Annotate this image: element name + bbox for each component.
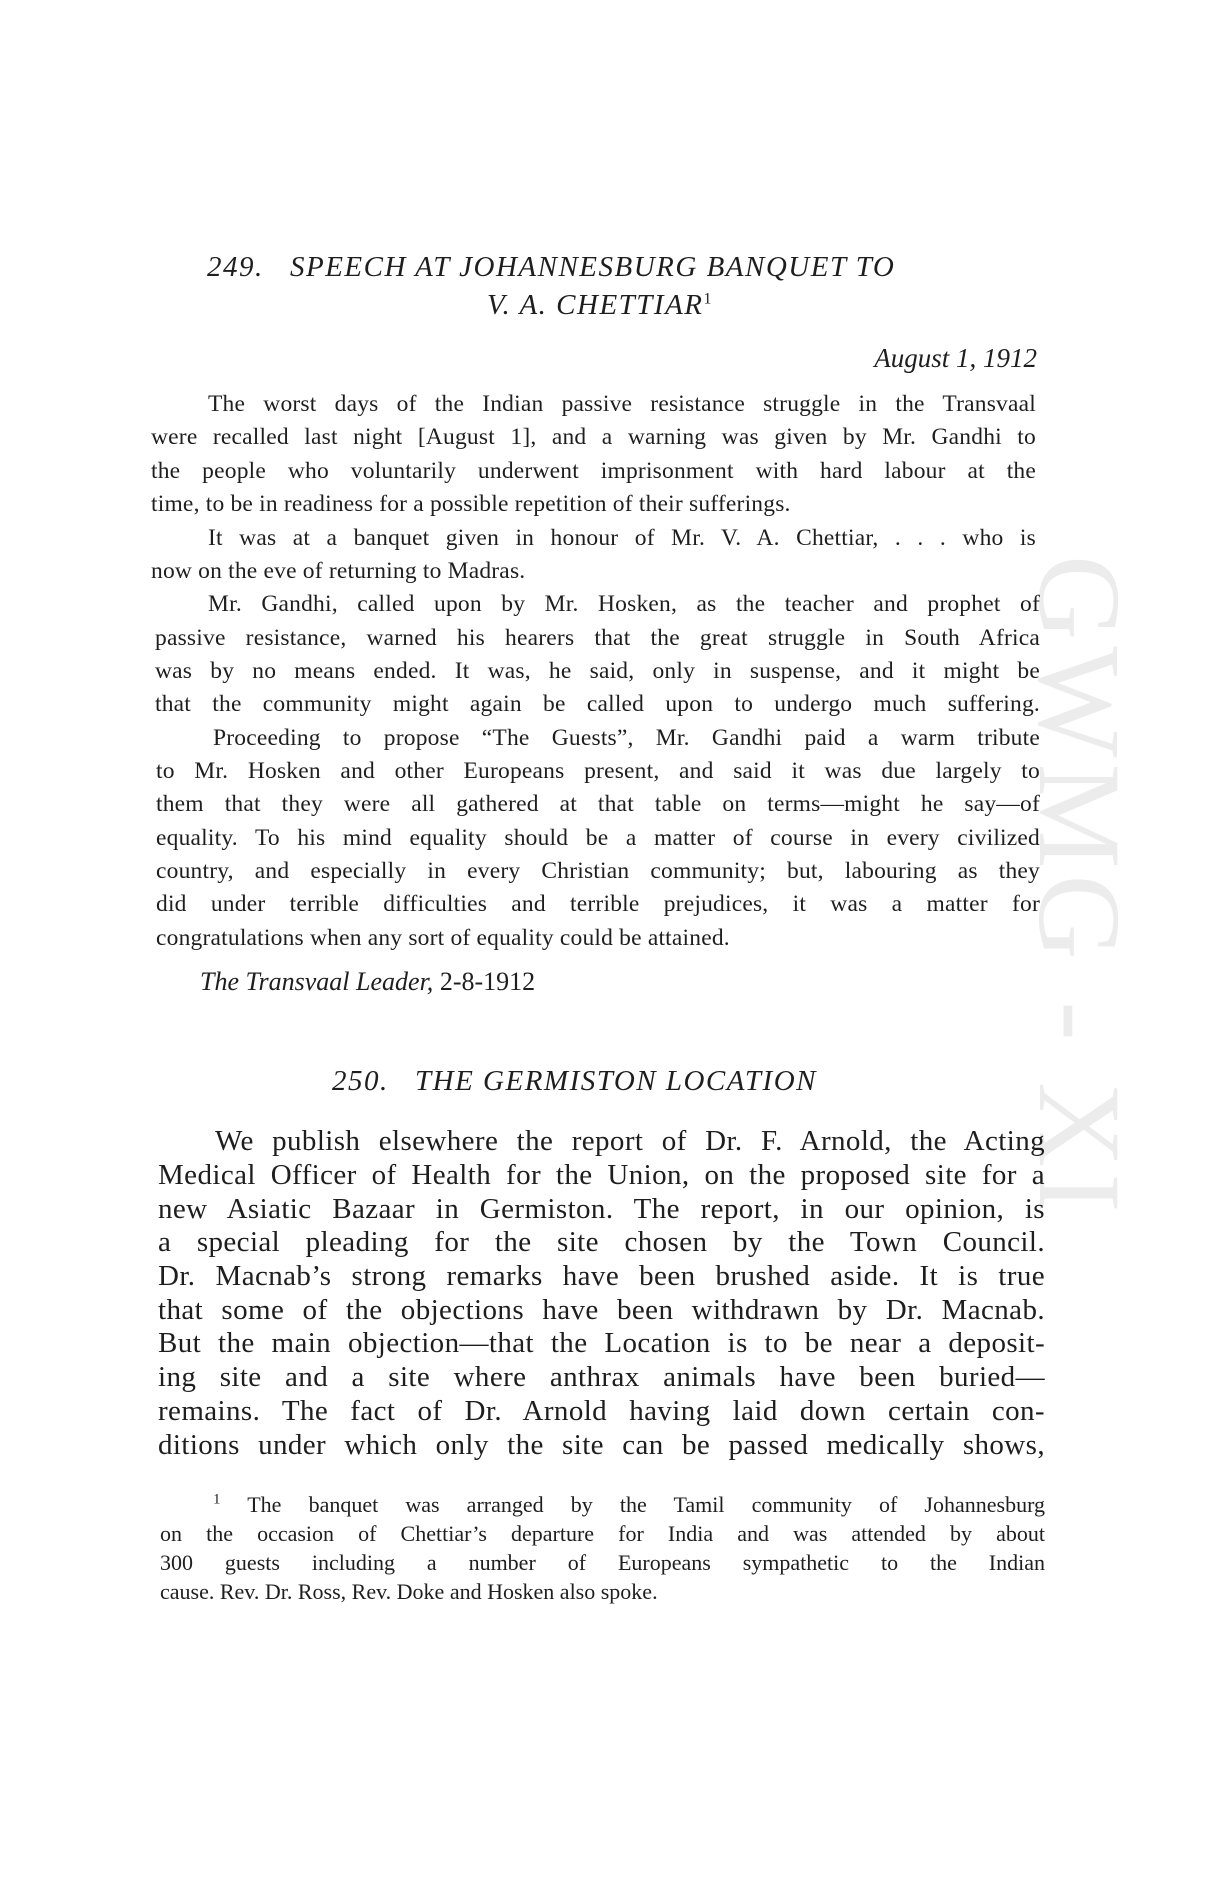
doc249-p4-line: to Mr. Hosken and other Europeans present, and said it was due largely to	[156, 758, 1040, 784]
doc249-number: 249.	[207, 251, 264, 283]
doc249-p4-line: country, and especially in every Christian community; but, labouring as they	[156, 858, 1040, 884]
doc249-p3-line: was by no means ended. It was, he said, only in suspense, and it might be	[155, 658, 1040, 684]
doc249-p4-line: congratulations when any sort of equality could be attained.	[156, 925, 730, 951]
doc249-title-name: V. A. CHETTIAR	[487, 289, 704, 321]
doc249-title: SPEECH AT JOHANNESBURG BANQUET TO	[290, 251, 896, 283]
footnote-line: cause. Rev. Dr. Ross, Rev. Doke and Hosken also spoke.	[160, 1579, 658, 1604]
doc250-line: remains. The fact of Dr. Arnold having laid down certain con-	[158, 1395, 1045, 1427]
doc250-line: new Asiatic Bazaar in Germiston. The report, in our opinion, is	[158, 1193, 1045, 1225]
doc250-line: But the main objection—that the Location is to be near a deposit-	[158, 1327, 1045, 1359]
doc249-p4-line: equality. To his mind equality should be a matter of course in every civilized	[156, 825, 1040, 851]
footnote-text: The banquet was arranged by the Tamil community of Johannesburg	[247, 1492, 1045, 1517]
footnote-marker: 1	[213, 1491, 221, 1508]
doc250-line: a special pleading for the site chosen by the Town Council.	[158, 1226, 1045, 1258]
watermark: GWMG - XI	[1014, 555, 1145, 1219]
doc250-title: THE GERMISTON LOCATION	[415, 1065, 817, 1097]
doc250-line: ing site and a site where anthrax animals have been buried—	[158, 1361, 1045, 1393]
doc249-p3-line: passive resistance, warned his hearers that the great struggle in South Africa	[155, 625, 1040, 651]
doc250-title-line	[332, 1067, 1229, 1096]
doc249-p2-line: now on the eve of returning to Madras.	[151, 558, 526, 584]
footnote-line	[213, 1491, 1045, 1517]
doc249-source	[200, 967, 535, 997]
footnote-ref: 1	[703, 290, 714, 308]
doc249-p3-line: that the community might again be called upon to undergo much suffering.	[155, 691, 1040, 717]
footnote-line: on the occasion of Chettiar’s departure for India and was attended by about	[160, 1521, 1045, 1546]
doc249-date: August 1, 1912	[874, 343, 1037, 373]
doc249-title-line2	[487, 291, 1229, 320]
doc249-p1-line: The worst days of the Indian passive resistance struggle in the Transvaal	[208, 391, 1036, 417]
doc249-p4-line: Proceeding to propose “The Guests”, Mr. Gandhi paid a warm tribute	[213, 725, 1040, 751]
doc249-p4-line: them that they were all gathered at that table on terms—might he say—of	[156, 791, 1040, 817]
doc249-p1-line: time, to be in readiness for a possible repetition of their sufferings.	[151, 491, 791, 517]
doc249-p1-line: were recalled last night [August 1], and a warning was given by Mr. Gandhi to	[151, 424, 1036, 450]
source-date: 2-8-1912	[439, 967, 536, 996]
doc250-line: that some of the objections have been withdrawn by Dr. Macnab.	[158, 1294, 1045, 1326]
doc249-p3-line: Mr. Gandhi, called upon by Mr. Hosken, as the teacher and prophet of	[208, 591, 1040, 617]
doc250-line: ditions under which only the site can be passed medically shows,	[158, 1429, 1045, 1461]
doc249-p1-line: the people who voluntarily underwent imprisonment with hard labour at the	[151, 458, 1036, 484]
doc250-line: Dr. Macnab’s strong remarks have been brushed aside. It is true	[158, 1260, 1045, 1292]
source-publication: The Transvaal Leader,	[200, 967, 434, 996]
doc250-line: We publish elsewhere the report of Dr. F. Arnold, the Acting	[215, 1125, 1045, 1157]
doc249-p4-line: did under terrible difficulties and terrible prejudices, it was a matter for	[156, 891, 1040, 917]
doc249-title-line1	[207, 253, 1107, 282]
doc249-p2-line: It was at a banquet given in honour of Mr. V. A. Chettiar, . . . who is	[208, 525, 1036, 551]
footnote-line: 300 guests including a number of Europeans sympathetic to the Indian	[160, 1550, 1045, 1575]
doc250-number: 250.	[332, 1065, 389, 1097]
doc250-line: Medical Officer of Health for the Union, on the proposed site for a	[158, 1159, 1045, 1191]
